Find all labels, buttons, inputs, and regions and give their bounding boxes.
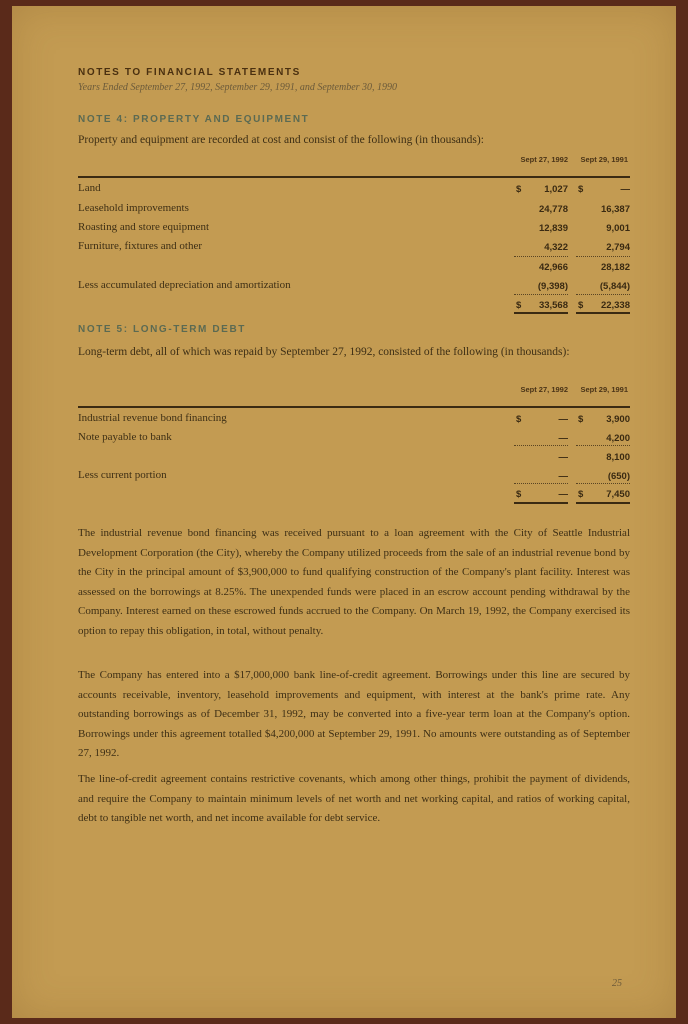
note5-row-c2-value: 3,900 [606,414,630,425]
note5-row-c1-value: — [558,489,568,500]
note4-row-c1-value: 4,322 [544,242,568,253]
note4-row-c2-value: 28,182 [600,262,630,273]
note4-total-rule [576,294,630,295]
note4-row-c1-prefix: $ [516,184,522,195]
note5-total-rule [576,483,630,484]
note5-col2-header: Sept 29, 1991 [580,385,628,394]
note4-row-c1-value: (9,398) [537,281,568,292]
note4-row-c2-value: 2,794 [606,242,630,253]
note4-row-c2-value: (5,844) [599,281,630,292]
note4-row-c1-value: 1,027 [544,184,568,195]
note5-total-rule [576,445,630,446]
note4-row-c1-prefix: $ [516,300,522,311]
note5-row-c2-value: (650) [607,471,630,482]
note4-row-label: Less accumulated depreciation and amortization [78,279,291,291]
note4-row-c1-value: 12,839 [538,223,568,234]
note4-total-rule [514,312,568,314]
note4-row-c2-value: 22,338 [600,300,630,311]
note5-paragraph-1: The industrial revenue bond financing was received pursuant to a loan agreement with the City of Seattle Industrial Development Corporation (the City), whereby the Company utilized proceeds from the sale of an industrial revenue bond by the City in the principal amount of $3,900,000 to fund qualifying construction of the Company's plant facility. Interest was assessed on the borrowings at 8.25%. The unexpended funds were placed in an escrow account pending withdrawal by the Company. Interest earned on these escrowed funds accrued to the Company. On March 19, 1992, the Company exercised its option to repay this obligation, in total, without penalty. [78,527,630,637]
note5-paragraph-2: The Company has entered into a $17,000,000 bank line-of-credit agreement. Borrowings under this line are secured by accounts receivable, inventory, leasehold improvements and equipment, with interest at the bank's prime rate. Any outstanding borrowings as of December 31, 1992, may be converted into a five-year term loan at the Company's option. Borrowings under this agreement totalled $4,200,000 at September 29, 1991. No amounts were outstanding as of September 27, 1992. [78,669,630,760]
note4-total-rule [576,312,630,314]
note5-row-c2-value: 8,100 [606,452,630,463]
note5-row-c1-value: — [558,414,568,425]
note5-row-label: Less current portion [78,469,167,481]
note5-row-c1-prefix: $ [516,489,522,500]
note4-row-label: Land [78,182,101,194]
note4-row-c2-value: 16,387 [600,204,630,215]
note5-row-c1-value: — [558,452,568,463]
note5-row-c2-value: 7,450 [606,489,630,500]
page-subtitle: Years Ended September 27, 1992, September 29, 1991, and September 30, 1990 [78,82,398,93]
note5-total-rule [576,502,630,504]
note4-table-rule [78,176,630,178]
page-number: 25 [612,978,622,989]
note5-total-rule [514,483,568,484]
note5-col1-header: Sept 27, 1992 [520,385,568,394]
note5-total-rule [514,445,568,446]
note5-row-label: Note payable to bank [78,431,172,443]
note4-col2-header: Sept 29, 1991 [580,155,628,164]
note5-row-c1-prefix: $ [516,414,522,425]
note4-col1-header: Sept 27, 1992 [520,155,568,164]
note5-row-c2-value: 4,200 [606,433,630,444]
note4-row-c1-value: 42,966 [538,262,568,273]
note5-row-c2-prefix: $ [578,489,584,500]
note4-row-label: Furniture, fixtures and other [78,240,203,252]
note5-paragraph-3: The line-of-credit agreement contains restrictive covenants, which among other things, prohibit the payment of dividends, and require the Company to maintain minimum levels of net worth and net working capital, and ratios of working capital, debt to tangible net worth, and net income available for debt service. [78,773,630,825]
note5-row-label: Industrial revenue bond financing [78,412,227,424]
note4-row-label: Leasehold improvements [78,202,189,214]
note4-row-c2-value: — [620,184,630,195]
note5-row-c1-value: — [558,433,568,444]
note4-row-c2-prefix: $ [578,184,584,195]
note4-row-c1-value: 33,568 [538,300,568,311]
note5-heading: NOTE 5: LONG-TERM DEBT [78,324,246,335]
note5-row-c2-prefix: $ [578,414,584,425]
note4-total-rule [576,256,630,257]
note4-row-c2-value: 9,001 [606,223,630,234]
note4-total-rule [514,256,568,257]
note5-row-c1-value: — [558,471,568,482]
note5-intro: Long-term debt, all of which was repaid by September 27, 1992, consisted of the following (in thousands): [78,346,570,358]
note4-intro: Property and equipment are recorded at cost and consist of the following (in thousands): [78,134,484,146]
note4-row-c1-value: 24,778 [538,204,568,215]
note5-table-rule [78,406,630,408]
note4-row-c2-prefix: $ [578,300,584,311]
note5-total-rule [514,502,568,504]
note4-heading: NOTE 4: PROPERTY AND EQUIPMENT [78,114,310,125]
note4-total-rule [514,294,568,295]
page-title: NOTES TO FINANCIAL STATEMENTS [78,67,301,78]
note4-row-label: Roasting and store equipment [78,221,210,233]
